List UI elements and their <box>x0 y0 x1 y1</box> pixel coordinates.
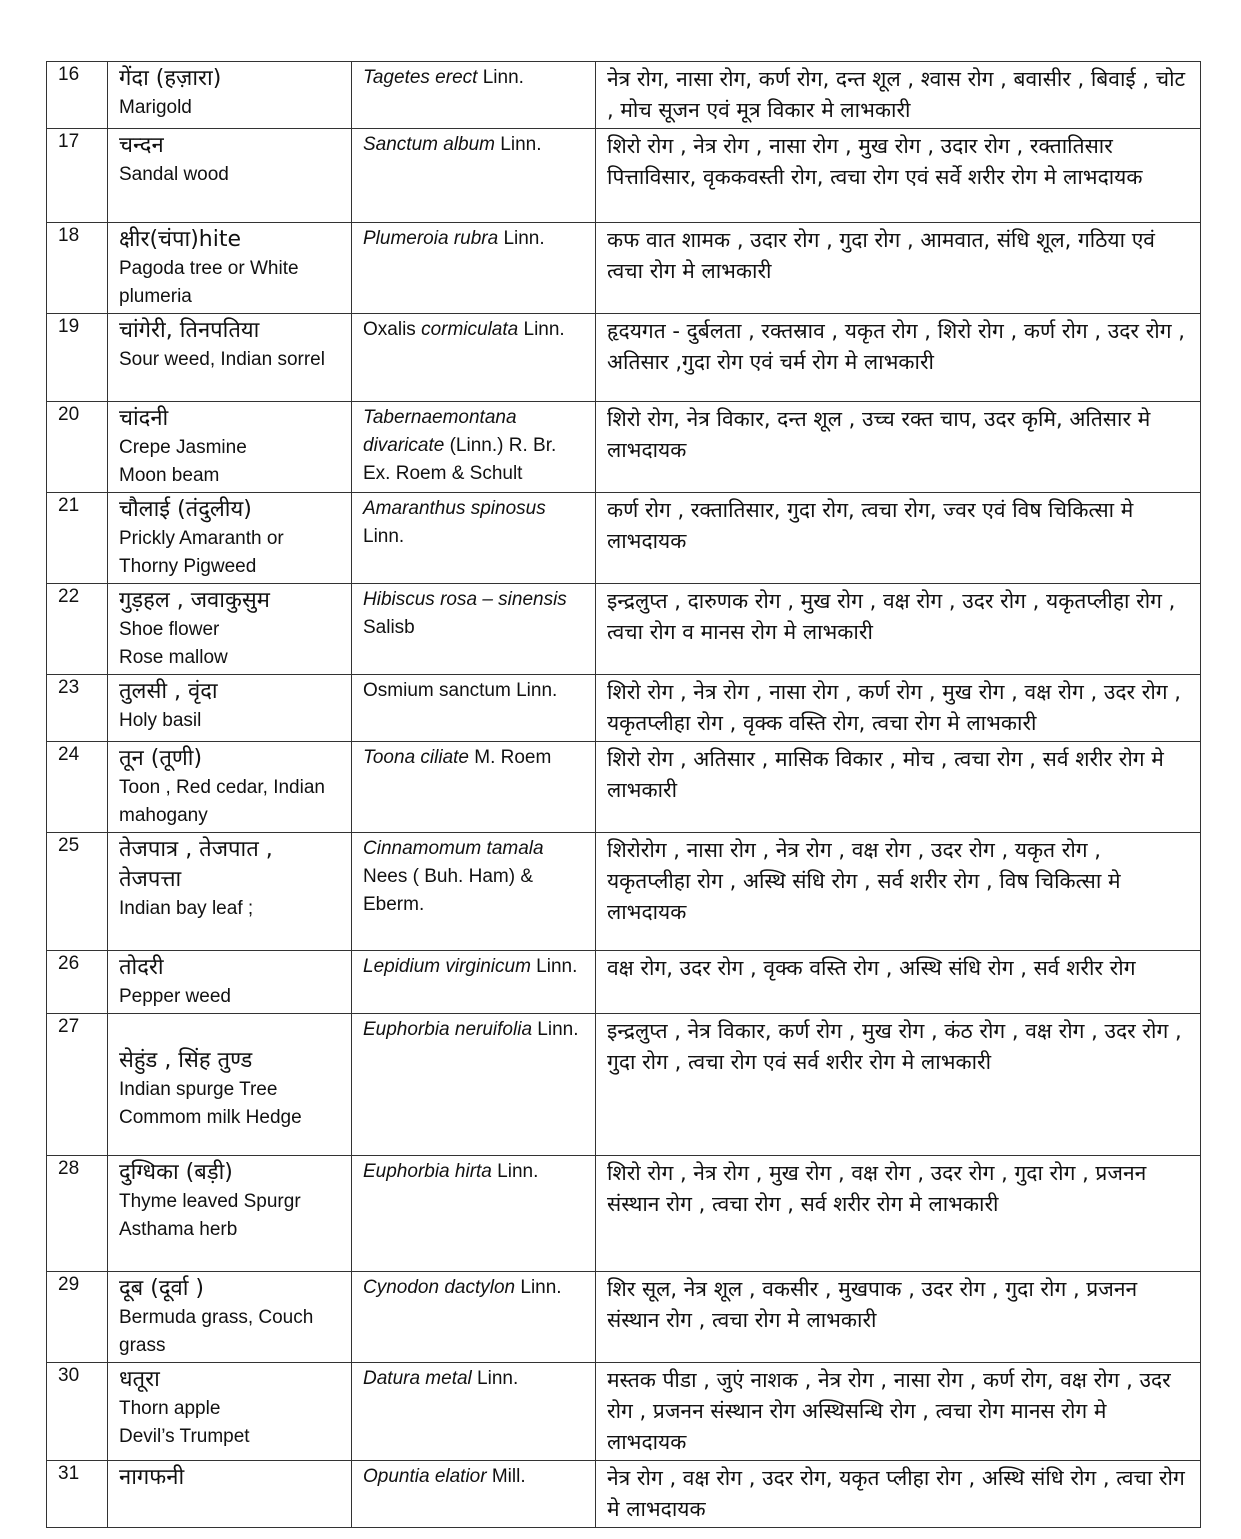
table-row <box>47 584 1201 675</box>
hindi-name: क्षीर(चंपा)hite <box>119 227 242 252</box>
botanical-name-cell <box>352 493 596 584</box>
row-number: 19 <box>47 314 108 402</box>
english-name: Crepe Jasmine <box>119 437 247 458</box>
medicinal-uses: नेत्र रोग , वक्ष रोग , उदर रोग, यकृत प्लीहा रोग , अस्थि संधि रोग , त्वचा रोग मे लाभदायक <box>596 1461 1201 1528</box>
botanical-name: cormiculata <box>421 319 519 340</box>
table-row <box>47 493 1201 584</box>
english-name: Shoe flower <box>119 619 220 640</box>
hindi-name: तेजपात्र , तेजपात , तेजपत्ता <box>119 837 273 892</box>
common-name-cell <box>108 833 352 951</box>
botanical-name: Hibiscus rosa – sinensis <box>363 589 567 610</box>
botanical-name: Plumeroia rubra <box>363 228 499 249</box>
common-name-cell <box>108 675 352 742</box>
botanical-name: Cinnamomum tamala <box>363 838 544 859</box>
medicinal-uses: कर्ण रोग , रक्तातिसार, गुदा रोग, त्वचा रोग, ज्वर एवं विष चिकित्सा मे लाभदायक <box>596 493 1201 584</box>
medicinal-uses: मस्तक पीडा , जुएं नाशक , नेत्र रोग , नासा रोग , कर्ण रोग, वक्ष रोग , उदर रोग , प्रजनन संस्थान रोग अस्थिसन्धि रोग , त्वचा रोग मानस रोग मे लाभदायक <box>596 1363 1201 1461</box>
english-name: Moon beam <box>119 465 220 486</box>
botanical-name-cell <box>352 314 596 402</box>
botanical-authority: Linn. <box>491 1161 539 1182</box>
hindi-name: गुड़हल , जवाकुसुम <box>119 588 270 613</box>
english-name: Pepper weed <box>119 986 231 1007</box>
botanical-authority: Linn. <box>495 134 542 155</box>
row-number: 28 <box>47 1156 108 1272</box>
botanical-name: Tabernaemontana divaricate <box>363 407 517 456</box>
botanical-name-cell <box>352 951 596 1014</box>
botanical-name-cell <box>352 1461 596 1528</box>
botanical-name: Opuntia elatior <box>363 1466 487 1487</box>
botanical-name-cell <box>352 223 596 314</box>
row-number: 24 <box>47 742 108 833</box>
botanical-name: Euphorbia neruifolia <box>363 1019 533 1040</box>
botanical-name: Lepidium virginicum <box>363 956 531 977</box>
botanical-name: Datura metal <box>363 1368 472 1389</box>
hindi-name: दुग्धिका (बड़ी) <box>119 1160 233 1185</box>
botanical-authority: Linn. <box>518 319 565 340</box>
row-number: 22 <box>47 584 108 675</box>
common-name-cell <box>108 129 352 223</box>
table-row <box>47 1461 1201 1528</box>
botanical-name-cell <box>352 1363 596 1461</box>
hindi-name: चांदनी <box>119 406 169 431</box>
botanical-name-cell <box>352 833 596 951</box>
table-row <box>47 675 1201 742</box>
english-name: Prickly Amaranth or Thorny Pigweed <box>119 528 284 577</box>
row-number: 23 <box>47 675 108 742</box>
botanical-name: Sanctum album <box>363 134 496 155</box>
table-row <box>47 951 1201 1014</box>
botanical-authority: Linn. <box>363 526 405 547</box>
botanical-name-cell <box>352 129 596 223</box>
english-name: Thorn apple <box>119 1398 221 1419</box>
botanical-name-cell <box>352 1156 596 1272</box>
english-name: Indian bay leaf ; <box>119 898 254 919</box>
english-name: Holy basil <box>119 710 202 731</box>
medicinal-uses: शिरो रोग , नेत्र रोग , मुख रोग , वक्ष रोग , उदर रोग , गुदा रोग , प्रजनन संस्थान रोग , त्वचा रोग , सर्व शरीर रोग मे लाभकारी <box>596 1156 1201 1272</box>
botanical-name-cell <box>352 742 596 833</box>
common-name-cell <box>108 314 352 402</box>
botanical-name-cell <box>352 402 596 493</box>
medicinal-uses: शिरो रोग, नेत्र विकार, दन्त शूल , उच्च रक्त चाप, उदर कृमि, अतिसार मे लाभदायक <box>596 402 1201 493</box>
english-name: Sour weed, Indian sorrel <box>119 349 325 370</box>
english-name: Toon , Red cedar, Indian mahogany <box>119 777 325 826</box>
table-row <box>47 1156 1201 1272</box>
common-name-cell <box>108 402 352 493</box>
botanical-prefix: Oxalis <box>363 319 422 340</box>
botanical-authority: Linn. <box>471 1368 519 1389</box>
hindi-name: तुलसी , वृंदा <box>119 679 218 704</box>
botanical-authority: Salisb <box>363 617 415 638</box>
table-row <box>47 1014 1201 1156</box>
botanical-name-cell <box>352 1014 596 1156</box>
row-number: 21 <box>47 493 108 584</box>
hindi-name: नागफनी <box>119 1465 185 1490</box>
botanical-name: Toona ciliate <box>363 747 469 768</box>
table-row <box>47 1272 1201 1363</box>
hindi-name: चांगेरी, तिनपतिया <box>119 318 260 343</box>
common-name-cell <box>108 584 352 675</box>
botanical-name-cell <box>352 62 596 129</box>
medicinal-uses: शिरो रोग , नेत्र रोग , नासा रोग , कर्ण रोग , मुख रोग , वक्ष रोग , उदर रोग , यकृतप्लीहा रोग , वृक्क वस्ति रोग, त्वचा रोग मे लाभकारी <box>596 675 1201 742</box>
spacer <box>119 1016 341 1046</box>
hindi-name: धतूरा <box>119 1367 160 1392</box>
botanical-authority: Nees ( Buh. Ham) & Eberm. <box>363 866 533 915</box>
row-number: 27 <box>47 1014 108 1156</box>
row-number: 29 <box>47 1272 108 1363</box>
english-name: Asthama herb <box>119 1219 238 1240</box>
common-name-cell <box>108 1272 352 1363</box>
table-row <box>47 1363 1201 1461</box>
hindi-name: चौलाई (तंदुलीय) <box>119 497 252 522</box>
table-row <box>47 129 1201 223</box>
botanical-authority: Linn. <box>530 956 578 977</box>
common-name-cell <box>108 62 352 129</box>
row-number: 26 <box>47 951 108 1014</box>
medicinal-uses: वक्ष रोग, उदर रोग , वृक्क वस्ति रोग , अस्थि संधि रोग , सर्व शरीर रोग <box>596 951 1201 1014</box>
botanical-name-cell <box>352 675 596 742</box>
medicinal-uses: शिर सूल, नेत्र शूल , वकसीर , मुखपाक , उदर रोग , गुदा रोग , प्रजनन संस्थान रोग , त्वचा रोग मे लाभकारी <box>596 1272 1201 1363</box>
botanical-name: Euphorbia hirta <box>363 1161 492 1182</box>
row-number: 17 <box>47 129 108 223</box>
hindi-name: तोदरी <box>119 955 164 980</box>
english-name: Pagoda tree or White plumeria <box>119 258 299 307</box>
medicinal-uses: इन्द्रलुप्त , नेत्र विकार, कर्ण रोग , मुख रोग , कंठ रोग , वक्ष रोग , उदर रोग , गुदा रोग , त्वचा रोग एवं सर्व शरीर रोग मे लाभकारी <box>596 1014 1201 1156</box>
english-name: Commom milk Hedge <box>119 1107 302 1128</box>
row-number: 30 <box>47 1363 108 1461</box>
row-number: 16 <box>47 62 108 129</box>
medicinal-uses: शिरो रोग , अतिसार , मासिक विकार , मोच , त्वचा रोग , सर्व शरीर रोग मे लाभकारी <box>596 742 1201 833</box>
common-name-cell <box>108 742 352 833</box>
table-row <box>47 223 1201 314</box>
english-name: Rose mallow <box>119 647 228 668</box>
hindi-name: चन्दन <box>119 133 164 158</box>
plants-table <box>46 61 1201 1528</box>
medicinal-uses: इन्द्रलुप्त , दारुणक रोग , मुख रोग , वक्ष रोग , उदर रोग , यकृतप्लीहा रोग , त्वचा रोग व मानस रोग मे लाभकारी <box>596 584 1201 675</box>
common-name-cell <box>108 951 352 1014</box>
english-name: Bermuda grass, Couch grass <box>119 1307 314 1356</box>
botanical-authority: Linn. <box>515 1277 562 1298</box>
botanical-name: Tagetes erect <box>363 67 478 88</box>
botanical-authority: Linn. <box>532 1019 579 1040</box>
medicinal-uses: शिरो रोग , नेत्र रोग , नासा रोग , मुख रोग , उदार रोग , रक्तातिसार पित्ताविसार, वृककवस्ती रोग, त्वचा रोग एवं सर्वे शरीर रोग मे लाभदायक <box>596 129 1201 223</box>
common-name-cell <box>108 1014 352 1156</box>
common-name-cell <box>108 1461 352 1528</box>
medicinal-uses: कफ वात शामक , उदार रोग , गुदा रोग , आमवात, संधि शूल, गठिया एवं त्वचा रोग मे लाभकारी <box>596 223 1201 314</box>
botanical-name: Cynodon dactylon <box>363 1277 516 1298</box>
botanical-authority: Linn. <box>477 67 524 88</box>
botanical-name: Amaranthus spinosus <box>363 498 546 519</box>
hindi-name: दूब (दूर्वा ) <box>119 1276 205 1301</box>
hindi-name: गेंदा (हज़ारा) <box>119 66 222 91</box>
botanical-prefix: Osmium sanctum Linn. <box>363 680 558 701</box>
english-name: Sandal wood <box>119 164 229 185</box>
common-name-cell <box>108 1363 352 1461</box>
table-row <box>47 62 1201 129</box>
hindi-name: सेहुंड , सिंह तुण्ड <box>119 1048 253 1073</box>
row-number: 31 <box>47 1461 108 1528</box>
english-name: Marigold <box>119 97 192 118</box>
english-name: Thyme leaved Spurgr <box>119 1191 301 1212</box>
botanical-authority: Linn. <box>498 228 545 249</box>
row-number: 20 <box>47 402 108 493</box>
common-name-cell <box>108 223 352 314</box>
medicinal-uses: नेत्र रोग, नासा रोग, कर्ण रोग, दन्त शूल , श्वास रोग , बवासीर , बिवाई , चोट , मोच सूजन एवं मूत्र विकार मे लाभकारी <box>596 62 1201 129</box>
botanical-authority: Mill. <box>486 1466 526 1487</box>
table-row <box>47 742 1201 833</box>
hindi-name: तून (तूणी) <box>119 746 203 771</box>
common-name-cell <box>108 1156 352 1272</box>
botanical-name-cell <box>352 1272 596 1363</box>
plants-table-body <box>47 62 1201 1528</box>
botanical-authority: M. Roem <box>468 747 552 768</box>
row-number: 18 <box>47 223 108 314</box>
table-row <box>47 314 1201 402</box>
english-name: Devil’s Trumpet <box>119 1426 250 1447</box>
medicinal-uses: हृदयगत - दुर्बलता , रक्तस्राव , यकृत रोग , शिरो रोग , कर्ण रोग , उदर रोग , अतिसार ,गुदा रोग एवं चर्म रोग मे लाभकारी <box>596 314 1201 402</box>
english-name: Indian spurge Tree <box>119 1079 278 1100</box>
row-number: 25 <box>47 833 108 951</box>
botanical-authority: (Linn.) R. Br. Ex. Roem & Schult <box>363 435 557 484</box>
table-row <box>47 833 1201 951</box>
table-row <box>47 402 1201 493</box>
medicinal-uses: शिरोरोग , नासा रोग , नेत्र रोग , वक्ष रोग , उदर रोग , यकृत रोग , यकृतप्लीहा रोग , अस्थि संधि रोग , सर्व शरीर रोग , विष चिकित्सा मे लाभदायक <box>596 833 1201 951</box>
botanical-name-cell <box>352 584 596 675</box>
common-name-cell <box>108 493 352 584</box>
